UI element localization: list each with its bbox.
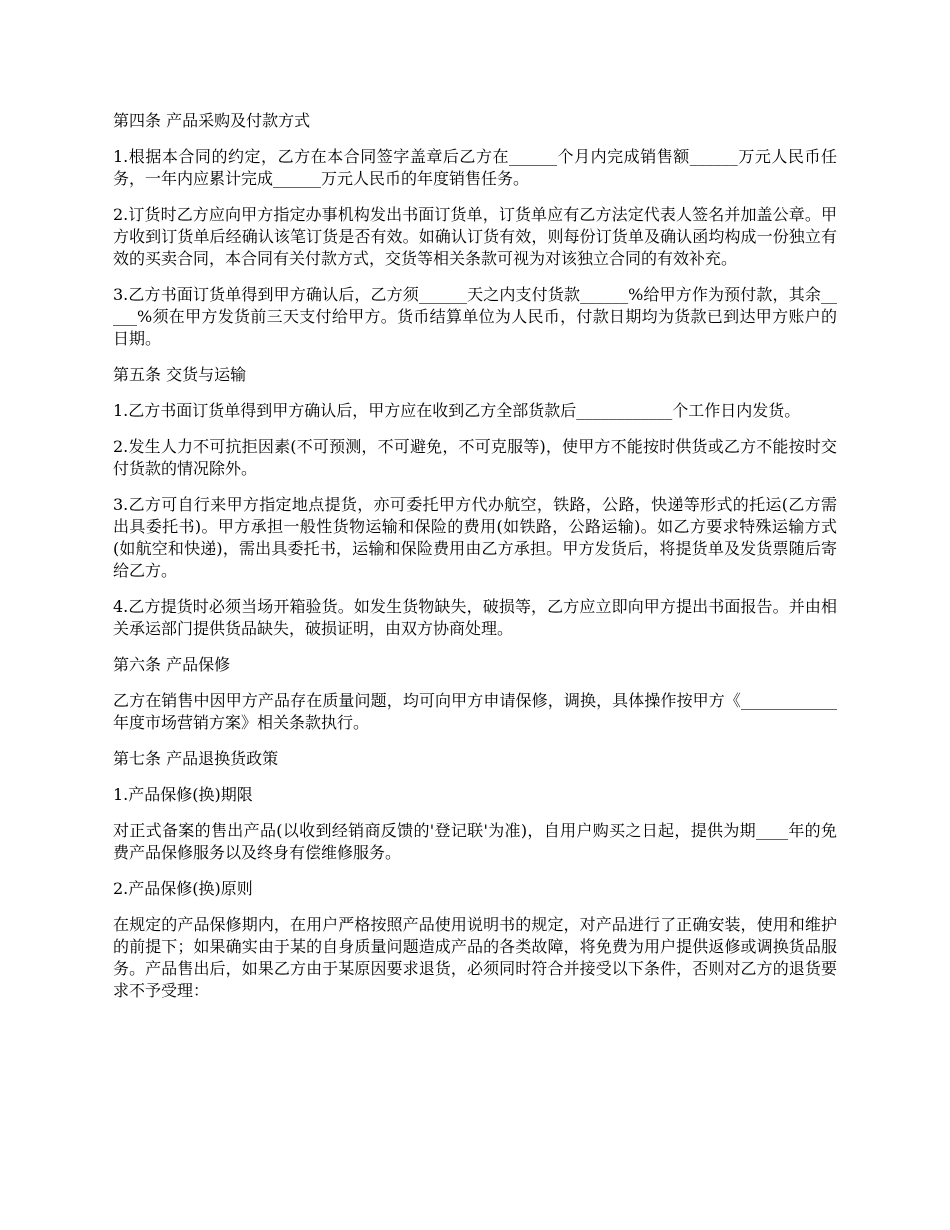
clause-paragraph: 对正式备案的售出产品(以收到经销商反馈的'登记联'为准)，自用户购买之日起，提供为期____年的免费产品保修服务以及终身有偿维修服务。 [113,821,837,862]
clause-paragraph: 2.发生人力不可抗拒因素(不可预测，不可避免，不可克服等)，使甲方不能按时供货或乙方不能按时交付货款的情况除外。 [113,437,837,478]
section-heading-5: 第五条 交货与运输 [113,365,247,384]
document-body [113,110,837,1016]
clause-paragraph: 1.根据本合同的约定，乙方在本合同签字盖章后乙方在______个月内完成销售额______万元人民币任务，一年内应累计完成______万元人民币的年度销售任务。 [113,147,837,188]
section-heading-6: 第六条 产品保修 [113,655,231,674]
clause-paragraph: 4.乙方提货时必须当场开箱验货。如发生货物缺失，破损等，乙方应立即向甲方提出书面报告。并由相关承运部门提供货品缺失，破损证明，由双方协商处理。 [113,597,837,638]
clause-paragraph: 3.乙方可自行来甲方指定地点提货，亦可委托甲方代办航空，铁路，公路，快递等形式的托运(乙方需出具委托书)。甲方承担一般性货物运输和保险的费用(如铁路，公路运输)。如乙方要求特殊运输方式(如航空和快递)，需出具委托书，运输和保险费用由乙方承担。甲方发货后，将提货单及发货票随后寄给乙方。 [113,495,837,580]
subheading-paragraph: 1.产品保修(换)期限 [113,785,253,804]
clause-paragraph: 1.乙方书面订货单得到甲方确认后，甲方应在收到乙方全部货款后____________个工作日内发货。 [113,401,801,420]
clause-paragraph: 2.订货时乙方应向甲方指定办事机构发出书面订货单，订货单应有乙方法定代表人签名并加盖公章。甲方收到订货单后经确认该笔订货是否有效。如确认订货有效，则每份订货单及确认函均构成一份独立有效的买卖合同，本合同有关付款方式，交货等相关条款可视为对该独立合同的有效补充。 [113,205,837,268]
section-heading-4: 第四条 产品采购及付款方式 [113,111,311,130]
clause-paragraph: 在规定的产品保修期内，在用户严格按照产品使用说明书的规定，对产品进行了正确安装，使用和维护的前提下；如果确实由于某的自身质量问题造成产品的各类故障，将免费为用户提供返修或调换货品服务。产品售出后，如果乙方由于某原因要求退货，必须同时符合并接受以下条件，否则对乙方的退货要求不予受理： [113,915,837,1000]
clause-paragraph: 3.乙方书面订货单得到甲方确认后，乙方须______天之内支付货款______%给甲方作为预付款，其余_____%须在甲方发货前三天支付给甲方。货币结算单位为人民币，付款日期均为货款已到达甲方账户的日期。 [113,285,837,348]
clause-paragraph: 乙方在销售中因甲方产品存在质量问题，均可向甲方申请保修，调换，具体操作按甲方《____________年度市场营销方案》相关条款执行。 [113,691,837,732]
section-heading-7: 第七条 产品退换货政策 [113,749,279,768]
subheading-paragraph: 2.产品保修(换)原则 [113,879,253,898]
